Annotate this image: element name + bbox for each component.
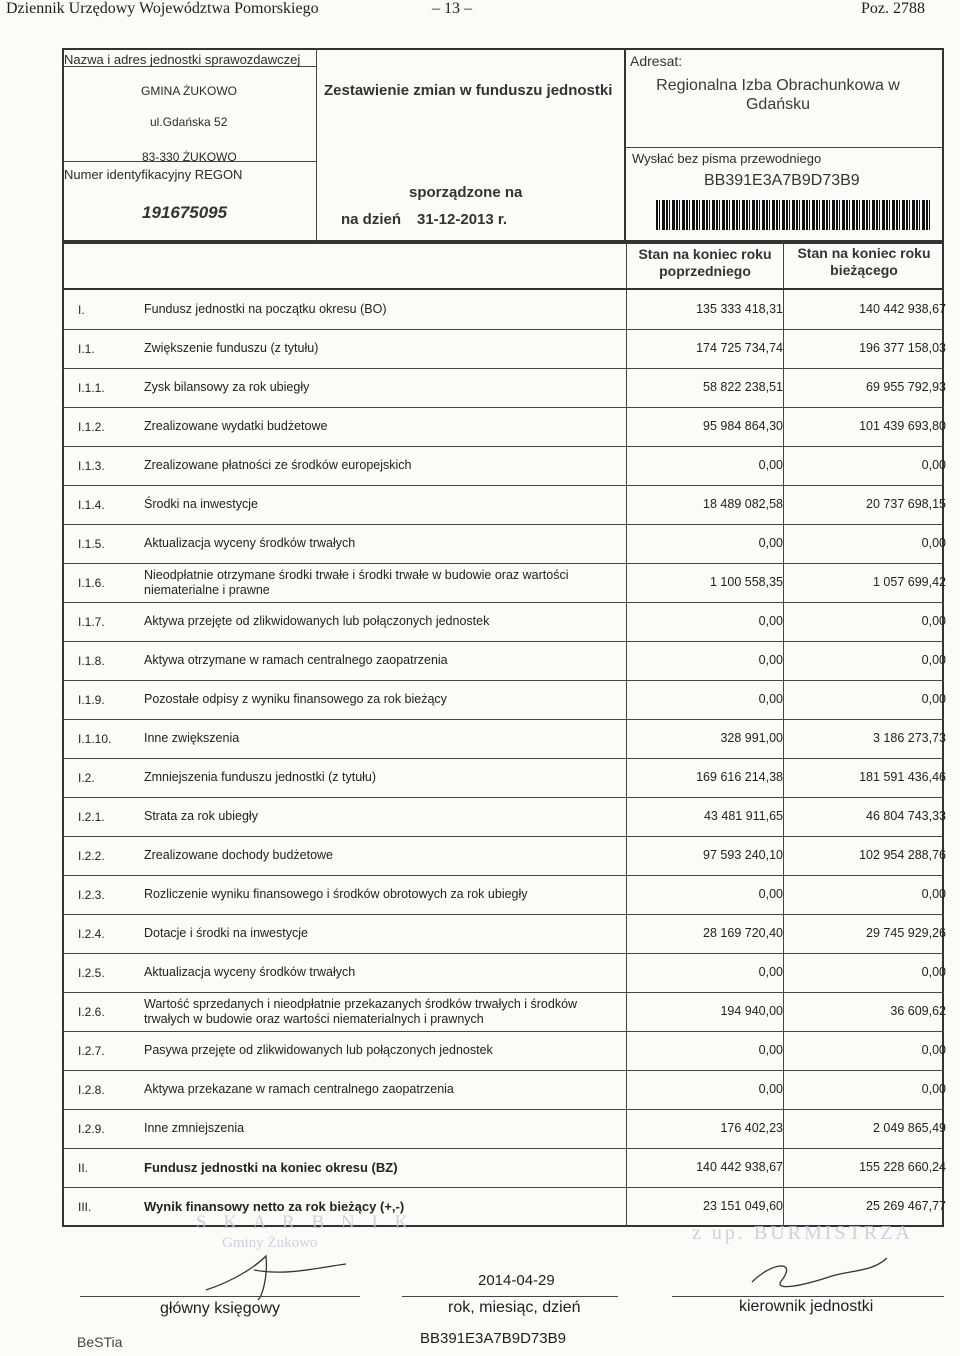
value-prev-year: 28 169 720,40 (703, 925, 783, 940)
value-curr-year: 20 737 698,15 (866, 496, 946, 511)
row-label: Dotacje i środki na inwestycje (144, 925, 308, 940)
row-label: Fundusz jednostki na początku okresu (BO) (144, 301, 387, 316)
value-prev-year: 43 481 911,65 (703, 808, 783, 823)
row-number: I.2.5. (78, 965, 105, 980)
row-divider (62, 1070, 944, 1071)
value-prev-year: 0,00 (758, 1081, 783, 1096)
addressee: Regionalna Izba Obrachunkowa w Gdańsku (656, 77, 900, 113)
row-number: I.2.1. (78, 809, 105, 824)
row-divider (62, 1187, 944, 1188)
row-label: Strata za rok ubiegły (144, 808, 258, 823)
row-divider (62, 641, 944, 642)
unit-street: ul.Gdańska 52 (150, 115, 228, 129)
value-curr-year: 3 186 273,73 (873, 730, 946, 745)
row-label: Aktualizacja wyceny środków trwałych (144, 535, 356, 550)
row-divider (62, 719, 944, 720)
row-divider (62, 602, 944, 603)
unit-postal: 83-330 ŻUKOWO (142, 150, 237, 164)
row-number: I.1.7. (78, 614, 105, 629)
row-divider (62, 1031, 944, 1032)
value-curr-year: 0,00 (921, 1081, 946, 1096)
regon-value: 191675095 (142, 203, 228, 222)
row-label: Środki na inwestycje (144, 496, 258, 511)
row-label: Inne zmniejszenia (144, 1120, 245, 1135)
value-prev-year: 176 402,23 (720, 1120, 783, 1135)
value-curr-year: 1 057 699,42 (873, 574, 946, 589)
row-label: Inne zwiększenia (144, 730, 240, 745)
row-divider (62, 953, 944, 954)
row-divider (62, 992, 944, 993)
row-number: I.1.4. (78, 497, 105, 512)
value-curr-year: 0,00 (921, 652, 946, 667)
row-label: Rozliczenie wyniku finansowego i środków obrotowych za rok ubiegły (144, 886, 528, 901)
value-curr-year: 0,00 (921, 613, 946, 628)
page-number: – 13 – (432, 0, 472, 17)
value-prev-year: 95 984 864,30 (703, 418, 783, 433)
value-curr-year: 0,00 (921, 1042, 946, 1057)
row-divider (62, 524, 944, 525)
value-prev-year: 1 100 558,35 (710, 574, 783, 589)
value-curr-year: 0,00 (921, 691, 946, 706)
row-number: I.1.9. (78, 692, 105, 707)
row-label: Aktywa otrzymane w ramach centralnego zaopatrzenia (144, 652, 448, 667)
row-divider (62, 446, 944, 447)
row-divider (62, 680, 944, 681)
row-number: I.2.8. (78, 1082, 105, 1097)
value-prev-year: 0,00 (758, 652, 783, 667)
value-prev-year: 23 151 049,60 (703, 1198, 783, 1213)
value-curr-year: 0,00 (921, 535, 946, 550)
value-curr-year: 2 049 865,49 (873, 1120, 946, 1135)
stamp-mark: z up. BURMISTRZA (692, 1222, 913, 1244)
barcode (656, 200, 932, 230)
row-number: I.2.9. (78, 1121, 105, 1136)
row-number: I.1.3. (78, 458, 105, 473)
row-label: Pasywa przejęte od zlikwidowanych lub połączonych jednostek (144, 1042, 493, 1057)
unit-caption: Nazwa i adres jednostki sprawozdawczej (64, 52, 301, 67)
value-curr-year: 69 955 792,93 (866, 379, 946, 394)
row-label: Zrealizowane dochody budżetowe (144, 847, 334, 862)
software-name: BeSTia (77, 1334, 123, 1350)
row-divider (62, 836, 944, 837)
value-prev-year: 0,00 (758, 1042, 783, 1057)
value-curr-year: 155 228 660,24 (859, 1159, 946, 1174)
value-curr-year: 0,00 (921, 964, 946, 979)
header-code: BB391E3A7B9D73B9 (704, 172, 860, 189)
row-number: I.1.1. (78, 380, 105, 395)
row-number: I.1.10. (78, 731, 112, 746)
value-prev-year: 135 333 418,31 (696, 301, 783, 316)
row-label: Zysk bilansowy za rok ubiegły (144, 379, 310, 394)
date-caption: na dzień (341, 211, 402, 228)
footer-date: 2014-04-29 (478, 1272, 555, 1289)
value-curr-year: 181 591 436,46 (859, 769, 946, 784)
row-label: Wartość sprzedanych i nieodpłatnie przekazanych środków trwałych i środków trwałych w budowie oraz wartości niematerialnych i prawnych (144, 996, 578, 1026)
stamp-mark: Gminy Żukowo (222, 1235, 318, 1251)
value-curr-year: 102 954 288,76 (859, 847, 946, 862)
report-title: Zestawienie zmian w funduszu jednostki (324, 82, 613, 99)
position-number: Poz. 2788 (861, 0, 925, 17)
row-label: Pozostałe odpisy z wyniku finansowego za rok bieżący (144, 691, 447, 706)
row-number: I.1. (78, 341, 95, 356)
row-number: I.2.4. (78, 926, 105, 941)
value-curr-year: 101 439 693,80 (859, 418, 946, 433)
value-prev-year: 97 593 240,10 (703, 847, 783, 862)
value-prev-year: 0,00 (758, 613, 783, 628)
value-prev-year: 194 940,00 (720, 1003, 783, 1018)
value-prev-year: 0,00 (758, 886, 783, 901)
journal-title: Dziennik Urzędowy Województwa Pomorskiego (6, 0, 319, 17)
value-prev-year: 0,00 (758, 964, 783, 979)
chief-accountant-label: główny księgowy (160, 1300, 281, 1317)
row-divider (62, 875, 944, 876)
value-prev-year: 0,00 (758, 535, 783, 550)
signature-manager (742, 1252, 902, 1302)
signature-accountant (196, 1248, 366, 1303)
column-header-prev: Stan na koniec roku poprzedniego (638, 246, 772, 279)
row-divider (62, 797, 944, 798)
row-label: Aktywa przejęte od zlikwidowanych lub połączonych jednostek (144, 613, 490, 628)
row-label: Zmniejszenia funduszu jednostki (z tytułu) (144, 769, 377, 784)
value-curr-year: 0,00 (921, 457, 946, 472)
row-label: Aktualizacja wyceny środków trwałych (144, 964, 356, 979)
row-divider (62, 1109, 944, 1110)
row-divider (62, 368, 944, 369)
row-label: Aktywa przekazane w ramach centralnego zaopatrzenia (144, 1081, 454, 1096)
row-number: I.2.7. (78, 1043, 105, 1058)
row-number: I.1.8. (78, 653, 105, 668)
row-number: I.1.2. (78, 419, 105, 434)
row-number: I. (78, 302, 85, 317)
value-curr-year: 29 745 929,26 (866, 925, 946, 940)
row-number: I.2.6. (78, 1004, 105, 1019)
unit-name: GMINA ŻUKOWO (141, 84, 237, 98)
row-label: Zrealizowane wydatki budżetowe (144, 418, 328, 433)
stamp-mark: S K A R B N I K (196, 1212, 415, 1233)
row-divider (62, 407, 944, 408)
row-label: Zwiększenie funduszu (z tytułu) (144, 340, 319, 355)
value-prev-year: 0,00 (758, 691, 783, 706)
row-divider (62, 329, 944, 330)
regon-caption: Numer identyfikacyjny REGON (64, 167, 243, 182)
column-header-curr: Stan na koniec roku bieżącego (797, 245, 931, 278)
value-prev-year: 140 442 938,67 (696, 1159, 783, 1174)
row-number: III. (78, 1199, 92, 1214)
row-label: Fundusz jednostki na koniec okresu (BZ) (144, 1159, 398, 1175)
value-curr-year: 36 609,62 (890, 1003, 946, 1018)
date-caption-footer: rok, miesiąc, dzień (448, 1299, 581, 1316)
row-label: Zrealizowane płatności ze środków europejskich (144, 457, 412, 472)
send-note: Wysłać bez pisma przewodniego (632, 151, 822, 166)
value-curr-year: 25 269 467,77 (866, 1198, 946, 1213)
value-curr-year: 140 442 938,67 (859, 301, 946, 316)
value-prev-year: 174 725 734,74 (696, 340, 783, 355)
row-number: I.1.6. (78, 575, 105, 590)
value-prev-year: 18 489 082,58 (703, 496, 783, 511)
row-divider (62, 914, 944, 915)
row-number: I.2. (78, 770, 95, 785)
value-curr-year: 46 804 743,33 (866, 808, 946, 823)
value-prev-year: 58 822 238,51 (703, 379, 783, 394)
row-divider (62, 485, 944, 486)
row-divider (62, 758, 944, 759)
row-divider (62, 563, 944, 564)
prepared-caption: sporządzone na (409, 184, 523, 201)
row-label: Nieodpłatnie otrzymane środki trwałe i środki trwałe w budowie oraz wartości niematerialne i prawne (144, 567, 569, 597)
manager-label: kierownik jednostki (739, 1298, 874, 1315)
value-curr-year: 196 377 158,03 (859, 340, 946, 355)
value-prev-year: 328 991,00 (720, 730, 783, 745)
value-prev-year: 169 616 214,38 (696, 769, 783, 784)
row-label: Wynik finansowy netto za rok bieżący (+,-) (144, 1198, 405, 1214)
row-number: II. (78, 1160, 89, 1175)
address-caption: Adresat: (630, 53, 683, 69)
report-date: 31-12-2013 r. (417, 211, 508, 228)
row-number: I.2.2. (78, 848, 105, 863)
value-prev-year: 0,00 (758, 457, 783, 472)
footer-code: BB391E3A7B9D73B9 (420, 1330, 566, 1347)
row-number: I.1.5. (78, 536, 105, 551)
row-divider (62, 1148, 944, 1149)
row-number: I.2.3. (78, 887, 105, 902)
value-curr-year: 0,00 (921, 886, 946, 901)
